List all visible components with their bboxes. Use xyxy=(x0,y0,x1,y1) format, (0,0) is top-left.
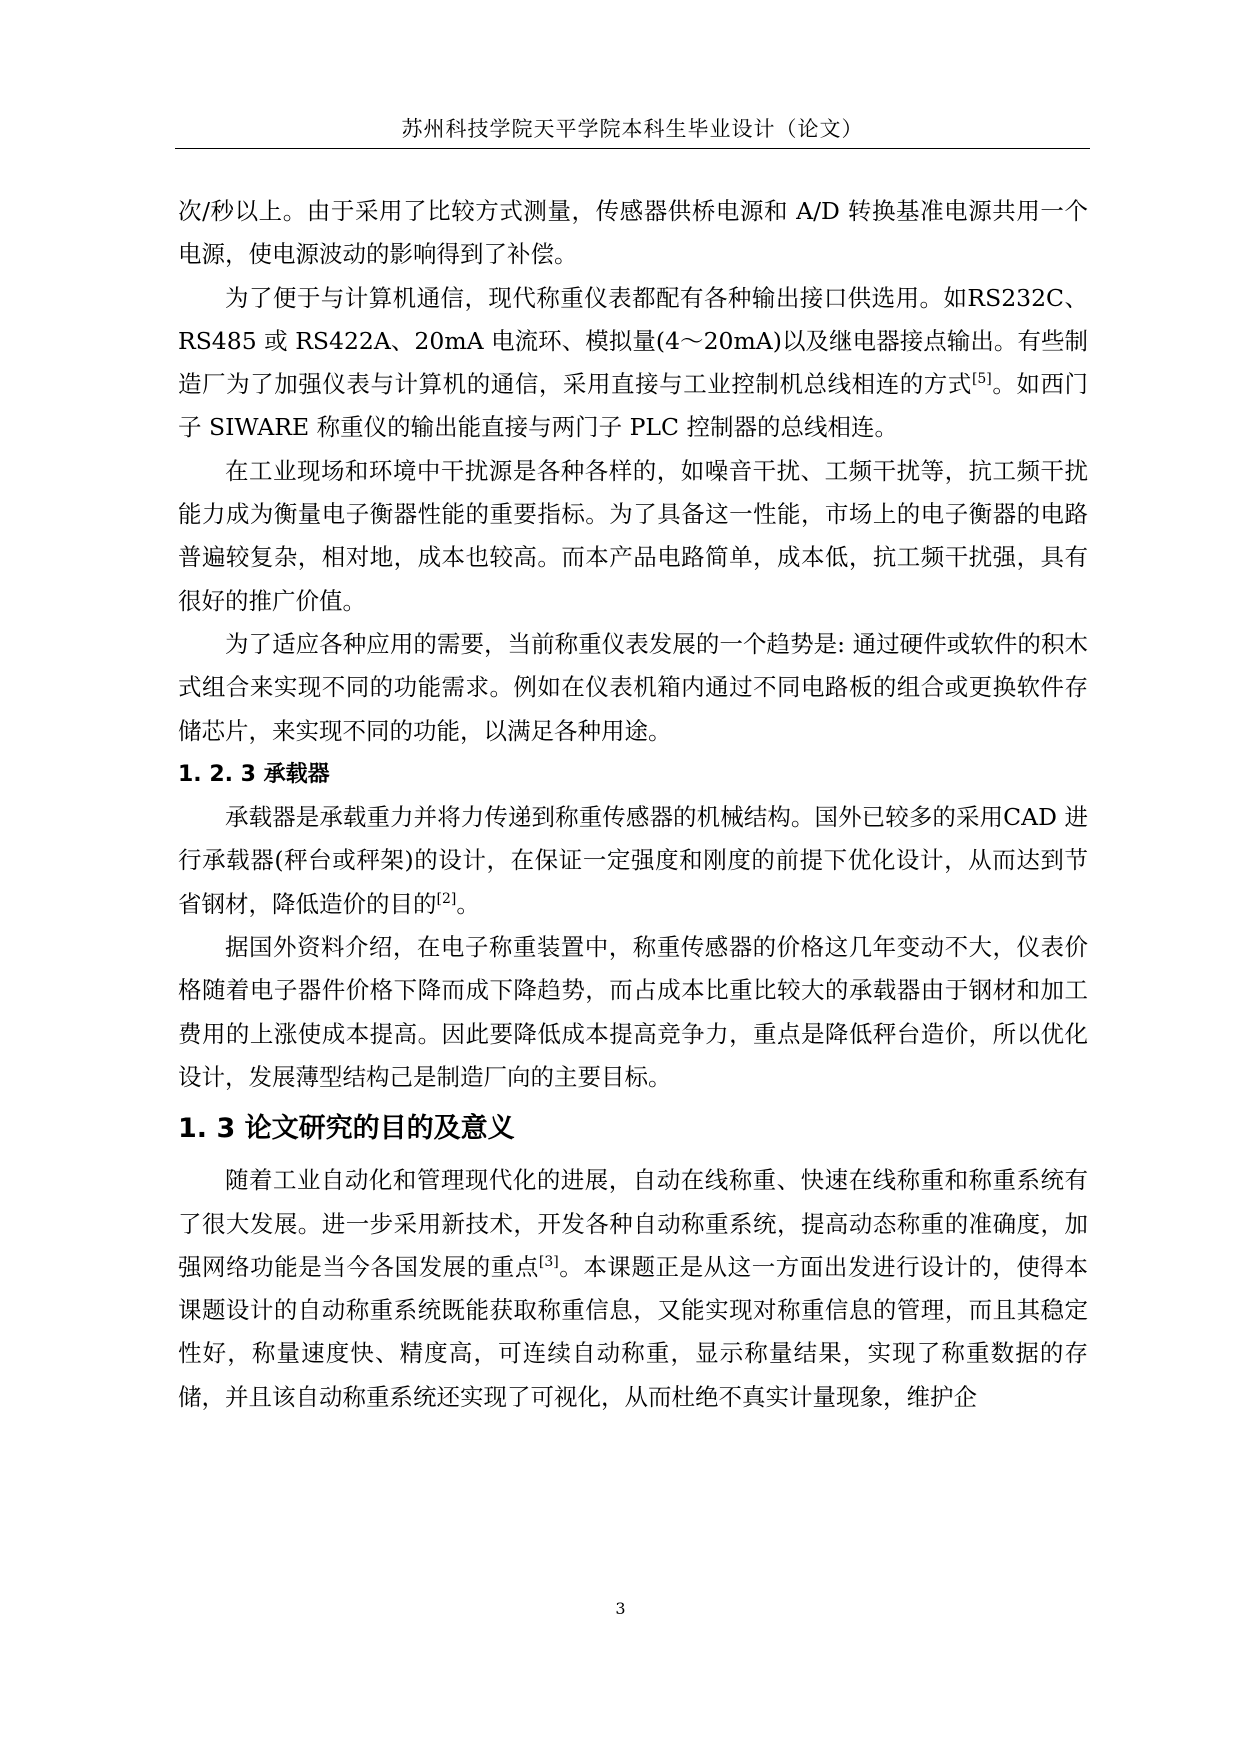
header-divider xyxy=(175,148,1090,149)
paragraph-text: 。如西门子 SIWARE 称重仪的输出能直接与两门子 PLC 控制器的总线相连。 xyxy=(178,370,1089,442)
paragraph-text: 。本课题正是从这一方面出发进行设计的，使得本课题设计的自动称重系统既能获取称重信息，又能实现对称重信息的管理，而且其稳定性好，称量速度快、精度高，可连续自动称重，显示称量结果，实现了称重数据的存储，并且该自动称重系统还实现了可视化，从而杜绝不真实计量现象，维护企 xyxy=(178,1252,1089,1411)
paragraph-text: 承载器是承载重力并将力传递到称重传感器的机械结构。国外已较多的采用CAD 进行承载器(秤台或秤架)的设计，在保证一定强度和刚度的前提下优化设计，从而达到节省钢材，降低造价的目的 xyxy=(178,803,1088,918)
citation-ref: [3] xyxy=(538,1253,559,1270)
section-heading: 1. 2. 3 承载器 xyxy=(178,761,330,787)
page-number: 3 xyxy=(615,1599,626,1618)
paragraph xyxy=(178,277,1088,450)
section-heading: 1. 3 论文研究的目的及意义 xyxy=(178,1113,515,1145)
paragraph-text: 随着工业自动化和管理现代化的进展，自动在线称重、快速在线称重和称重系统有了很大发展。进一步采用新技术，开发各种自动称重系统，提高动态称重的准确度，加强网络功能是当今各国发展的重点 xyxy=(178,1166,1088,1281)
citation-ref: [5] xyxy=(971,371,992,388)
running-header: 苏州科技学院天平学院本科生毕业设计（论文） xyxy=(401,117,864,141)
paragraph-text: 。 xyxy=(456,889,480,918)
paragraph: 为了适应各种应用的需要，当前称重仪表发展的一个趋势是: 通过硬件或软件的积木式组合来实现不同的功能需求。例如在仪表机箱内通过不同电路板的组合或更换软件存储芯片，来实现不同的功能，以满足各种用途。 xyxy=(178,629,1088,745)
paragraph xyxy=(178,796,1088,926)
paragraph xyxy=(178,1159,1088,1419)
body-text xyxy=(178,190,1088,1419)
citation-ref: [2] xyxy=(436,890,457,907)
paragraph: 在工业现场和环境中干扰源是各种各样的，如噪音干扰、工频干扰等，抗工频干扰能力成为衡量电子衡器性能的重要指标。为了具备这一性能，市场上的电子衡器的电路普遍较复杂，相对地，成本也较高。而本产品电路简单，成本低，抗工频干扰强，具有很好的推广价值。 xyxy=(178,456,1088,615)
paragraph: 据国外资料介绍，在电子称重装置中，称重传感器的价格这几年变动不大，仪表价格随着电子器件价格下降而成下降趋势，而占成本比重比较大的承载器由于钢材和加工费用的上涨使成本提高。因此要降低成本提高竞争力，重点是降低秤台造价，所以优化设计，发展薄型结构己是制造厂向的主要目标。 xyxy=(178,933,1088,1091)
paragraph-text: 为了便于与计算机通信，现代称重仪表都配有各种输出接口供选用。如RS232C、RS485 或 RS422A、20mA 电流环、模拟量(4～20mA)以及继电器接点输出。有些制造厂为了加强仪表与计算机的通信，采用直接与工业控制机总线相连的方式 xyxy=(178,283,1088,399)
paragraph: 次/秒以上。由于采用了比较方式测量，传感器供桥电源和 A/D 转换基准电源共用一个电源，使电源波动的影响得到了补偿。 xyxy=(178,197,1088,269)
